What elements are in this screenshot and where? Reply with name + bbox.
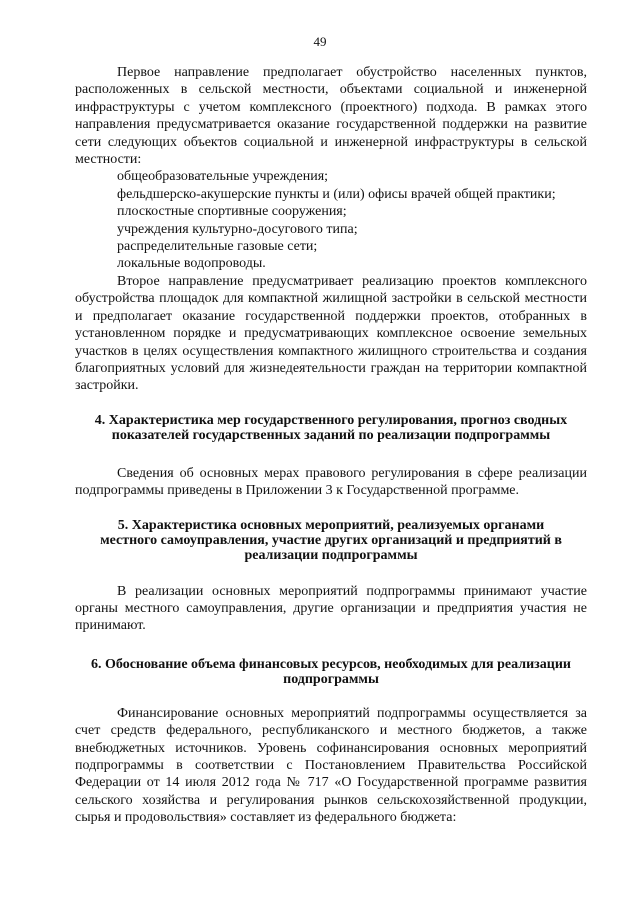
list-item: локальные водопроводы. — [117, 256, 266, 272]
infrastructure-list — [75, 168, 587, 272]
section-6-heading: 6. Обоснование объема финансовых ресурсов, необходимых для реализации подпрограммы — [91, 656, 571, 687]
section-4-heading: 4. Характеристика мер государственного регулирования, прогноз сводных показателей государственных заданий по реализации подпрограммы — [94, 412, 568, 443]
list-item: распределительные газовые сети; — [117, 239, 318, 255]
section-4-text: Сведения об основных мерах правового регулирования в сфере реализации подпрограммы приведены в Приложении 3 к Государственной программе. — [75, 465, 587, 499]
page-body — [75, 64, 587, 827]
section-5-heading: 5. Характеристика основных мероприятий, реализуемых органами местного самоуправления, участие других организаций и предприятий в реализации подпрограммы — [100, 517, 562, 563]
paragraph-second-direction: Второе направление предусматривает реализацию проектов комплексного обустройства площадок для компактной жилищной застройки в сельской местности и предполагает оказание государственной поддержки проектов, отобранных в установленном порядке и предусматривающих комплексное освоение земельных участков в целях осуществления компактного жилищного строительства и создания благоприятных условий для жизнедеятельности граждан на территории компактной застройки. — [75, 273, 587, 394]
page-number: 49 — [313, 34, 327, 49]
list-item: фельдшерско-акушерские пункты и (или) офисы врачей общей практики; — [117, 186, 556, 202]
list-item: учреждения культурно-досугового типа; — [117, 221, 358, 237]
list-item: общеобразовательные учреждения; — [117, 169, 329, 185]
list-item: плоскостные спортивные сооружения; — [117, 204, 347, 220]
section-6-text: Финансирование основных мероприятий подпрограммы осуществляется за счет средств федерального, республиканского и местного бюджетов, а также внебюджетных источников. Уровень софинансирования основных мероприятий подпрограммы в соответствии с Постановлением Правительства Российской Федерации от 14 июля 2012 года № 717 «О Государственной программе развития сельского хозяйства и регулирования рынков сельскохозяйственной продукции, сырья и продовольствия» составляет из федерального бюджета: — [75, 705, 587, 826]
section-5-text: В реализации основных мероприятий подпрограммы принимают участие органы местного самоуправления, другие организации и предприятия участия не принимают. — [75, 583, 587, 634]
paragraph-first-direction: Первое направление предполагает обустройство населенных пунктов, расположенных в сельской местности, объектами социальной и инженерной инфраструктуры с учетом комплексного (проектного) подхода. В рамках этого направления предусматривается оказание государственной поддержки на развитие сети следующих объектов социальной и инженерной инфраструктуры в сельской местности: — [75, 65, 587, 168]
